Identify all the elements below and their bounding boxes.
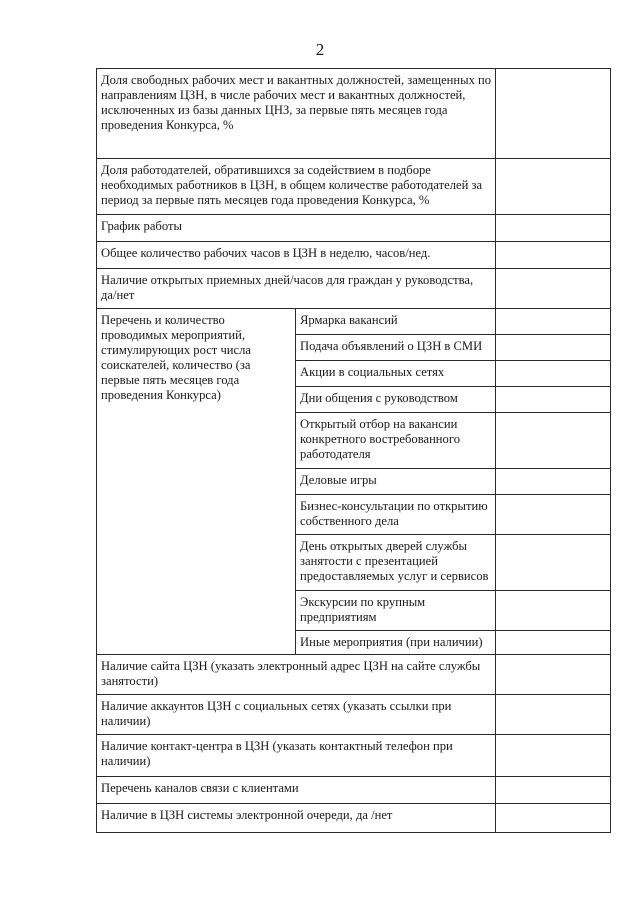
value-cell[interactable]	[496, 655, 611, 695]
value-cell[interactable]	[496, 777, 611, 804]
table-row	[97, 695, 611, 735]
value-cell[interactable]	[496, 242, 611, 269]
event-item: Ярмарка вакансий	[296, 309, 496, 335]
table-row	[97, 69, 611, 159]
value-cell[interactable]	[496, 535, 611, 591]
value-cell[interactable]	[496, 735, 611, 777]
table-row	[97, 215, 611, 242]
event-item: Подача объявлений о ЦЗН в СМИ	[296, 335, 496, 361]
row-label: Наличие аккаунтов ЦЗН с социальных сетях (указать ссылки при наличии)	[97, 695, 496, 735]
row-label: Наличие контакт-центра в ЦЗН (указать контактный телефон при наличии)	[97, 735, 496, 777]
value-cell[interactable]	[496, 695, 611, 735]
table-row	[97, 159, 611, 215]
table-row	[97, 269, 611, 309]
value-cell[interactable]	[496, 69, 611, 159]
event-item: Иные мероприятия (при наличии)	[296, 631, 496, 655]
event-item: Бизнес-консультации по открытию собственного дела	[296, 495, 496, 535]
row-label: Наличие сайта ЦЗН (указать электронный адрес ЦЗН на сайте службы занятости)	[97, 655, 496, 695]
table-row	[97, 804, 611, 833]
row-label: Доля работодателей, обратившихся за содействием в подборе необходимых работников в ЦЗН, в общем количестве работодателей за период за первые пять месяцев года проведения Конкурса, %	[97, 159, 496, 215]
event-item: Экскурсии по крупным предприятиям	[296, 591, 496, 631]
value-cell[interactable]	[496, 215, 611, 242]
table-row	[97, 242, 611, 269]
value-cell[interactable]	[496, 269, 611, 309]
value-cell[interactable]	[496, 413, 611, 469]
value-cell[interactable]	[496, 591, 611, 631]
table-row	[97, 655, 611, 695]
value-cell[interactable]	[496, 361, 611, 387]
table-row	[97, 735, 611, 777]
table-row	[97, 777, 611, 804]
value-cell[interactable]	[496, 309, 611, 335]
row-label: Доля свободных рабочих мест и вакантных должностей, замещенных по направлениям ЦЗН, в числе рабочих мест и вакантных должностей, исключенных из базы данных ЦНЗ, за первые пять месяцев года проведения Конкурса, %	[97, 69, 496, 159]
row-label: График работы	[97, 215, 496, 242]
value-cell[interactable]	[496, 631, 611, 655]
event-item: Деловые игры	[296, 469, 496, 495]
value-cell[interactable]	[496, 159, 611, 215]
value-cell[interactable]	[496, 469, 611, 495]
row-label: Наличие в ЦЗН системы электронной очереди, да /нет	[97, 804, 496, 833]
page-number: 2	[315, 40, 325, 59]
row-label: Общее количество рабочих часов в ЦЗН в неделю, часов/нед.	[97, 242, 496, 269]
criteria-table	[96, 68, 611, 833]
value-cell[interactable]	[496, 495, 611, 535]
table-row	[97, 309, 611, 335]
row-label: Наличие открытых приемных дней/часов для граждан у руководства, да/нет	[97, 269, 496, 309]
value-cell[interactable]	[496, 804, 611, 833]
event-item: Акции в социальных сетях	[296, 361, 496, 387]
event-item: Открытый отбор на вакансии конкретного востребованного работодателя	[296, 413, 496, 469]
row-label: Перечень каналов связи с клиентами	[97, 777, 496, 804]
value-cell[interactable]	[496, 387, 611, 413]
event-item: День открытых дверей службы занятости с презентацией предоставляемых услуг и сервисов	[296, 535, 496, 591]
value-cell[interactable]	[496, 335, 611, 361]
event-item: Дни общения с руководством	[296, 387, 496, 413]
events-group-label: Перечень и количество проводимых мероприятий, стимулирующих рост числа соискателей, количество (за первые пять месяцев года проведения Конкурса)	[97, 309, 296, 655]
